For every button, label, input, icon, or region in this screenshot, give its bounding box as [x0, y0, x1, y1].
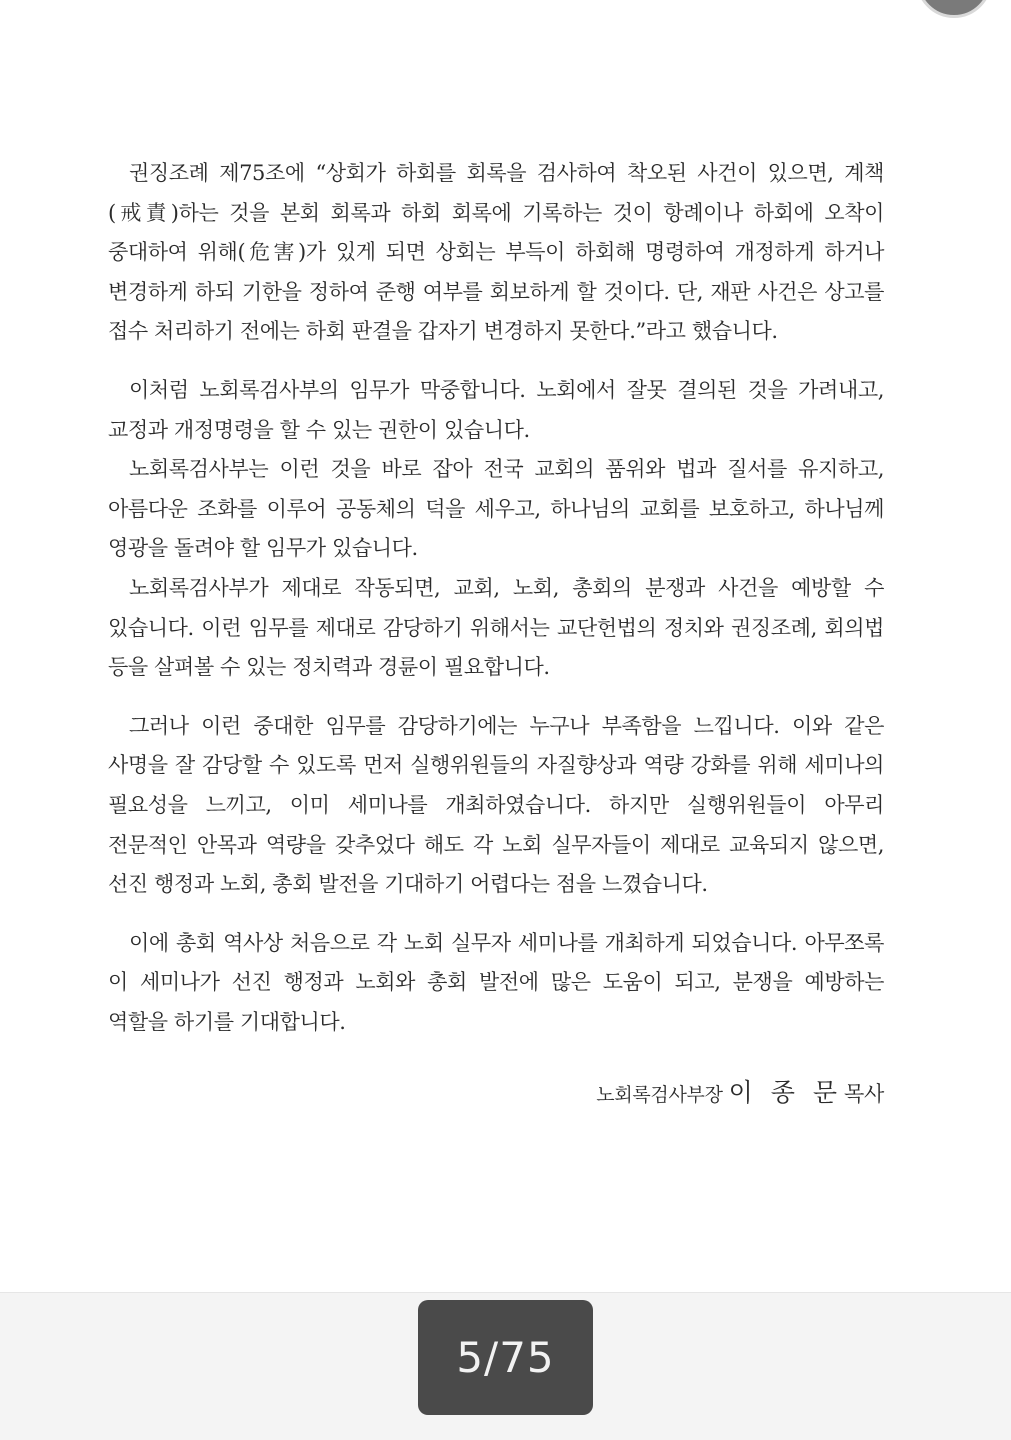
paragraph: 이에 총회 역사상 처음으로 각 노회 실무자 세미나를 개최하게 되었습니다. 아무쪼록 이 세미나가 선진 행정과 노회와 총회 발전에 많은 도움이 되고, 분쟁을 예방하는 역할을 하기를 기대합니다. [108, 930, 884, 1034]
page-indicator[interactable]: 5/75 [418, 1300, 593, 1415]
signature-title: 목사 [844, 1082, 884, 1106]
signature-name: 이 종 문 [728, 1078, 843, 1107]
paragraph: 노회록검사부는 이런 것을 바로 잡아 전국 교회의 품위와 법과 질서를 유지하고, 아름다운 조화를 이루어 공동체의 덕을 세우고, 하나님의 교회를 보호하고, 하나님께 영광을 돌려야 할 임무가 있습니다. [108, 457, 884, 561]
paragraph: 그러나 이런 중대한 임무를 감당하기에는 누구나 부족함을 느낍니다. 이와 같은 사명을 잘 감당할 수 있도록 먼저 실행위원들의 자질향상과 역량 강화를 위해 세미나의 필요성을 느끼고, 이미 세미나를 개최하였습니다. 하지만 실행위원들이 아무리 전문적인 안목과 역량을 갖추었다 해도 각 노회 실무자들이 제대로 교육되지 않으면, 선진 행정과 노회, 총회 발전을 기대하기 어렵다는 점을 느꼈습니다. [108, 713, 884, 897]
signature-line [596, 1075, 884, 1113]
signature-role: 노회록검사부장 [596, 1084, 723, 1106]
paragraph: 노회록검사부가 제대로 작동되면, 교회, 노회, 총회의 분쟁과 사건을 예방할 수 있습니다. 이런 임무를 제대로 감당하기 위해서는 교단헌법의 정치와 권징조례, 회의법 등을 살펴볼 수 있는 정치력과 경륜이 필요합니다. [108, 575, 884, 680]
paragraph: 이처럼 노회록검사부의 임무가 막중합니다. 노회에서 잘못 결의된 것을 가려내고, 교정과 개정명령을 할 수 있는 권한이 있습니다. [108, 377, 884, 442]
menu-button[interactable] [916, 0, 992, 18]
paragraph: 권징조례 제75조에 “상회가 하회를 회록을 검사하여 착오된 사건이 있으면, 계책(戒責)하는 것을 본회 회록과 하회 회록에 기록하는 것이 항례이나 하회에 오착이 중대하여 위해(危害)가 있게 되면 상회는 부득이 하회해 명령하여 개정하게 하거나 변경하게 하되 기한을 정하여 준행 여부를 회보하게 할 것이다. 단, 재판 사건은 상고를 접수 처리하기 전에는 하회 판결을 갑자기 변경하지 못한다.”라고 했습니다. [108, 161, 884, 344]
document-body [108, 154, 884, 1042]
